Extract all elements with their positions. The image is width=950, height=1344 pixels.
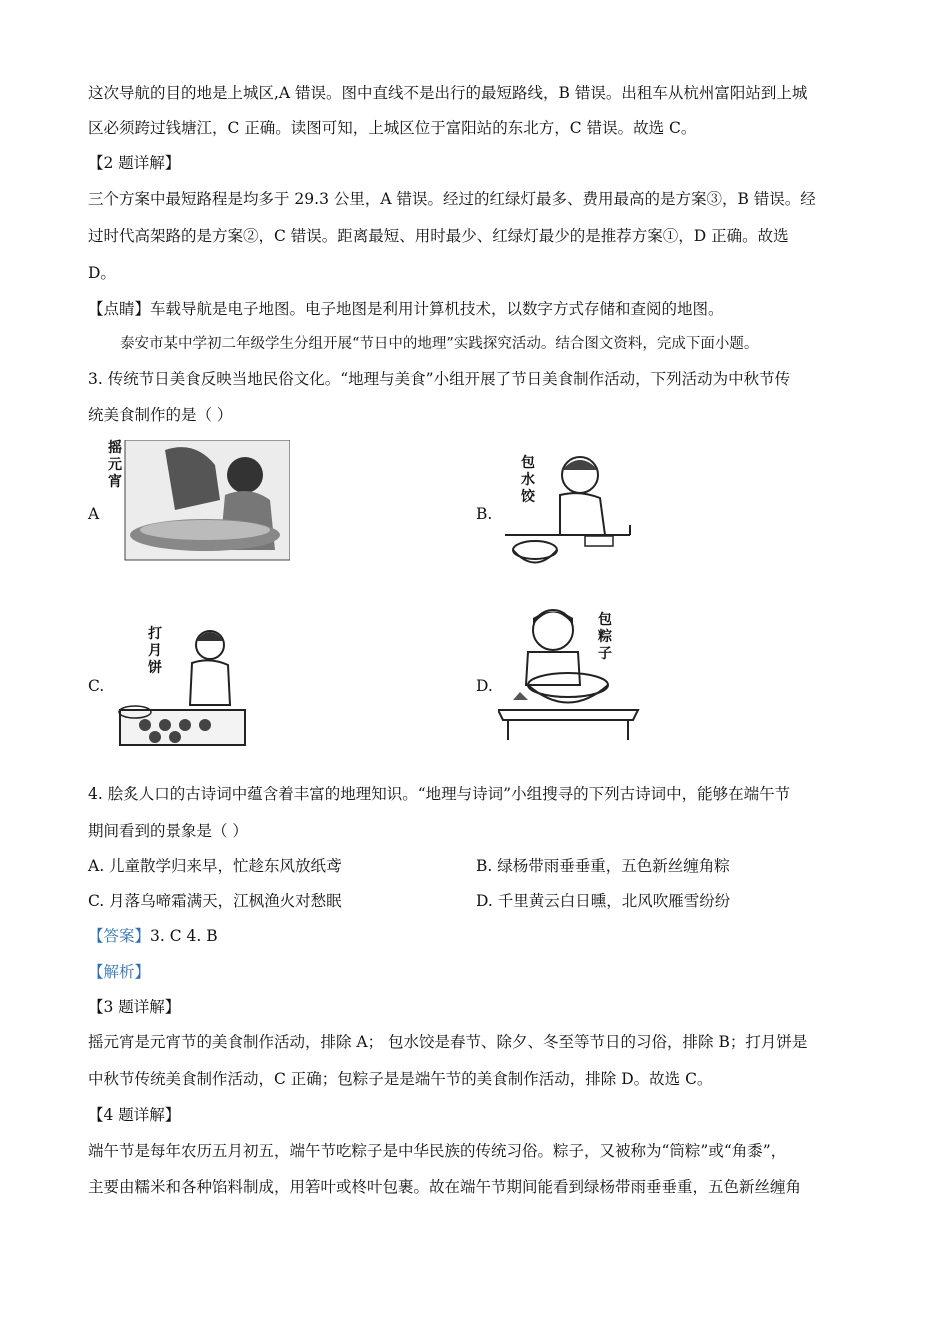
- answer-text: 3. C 4. B: [150, 927, 218, 945]
- q4-option-d: D. 千里黄云白日曛，北风吹雁雪纷纷: [476, 892, 731, 910]
- text-line-1: 这次导航的目的地是上城区,A 错误。图中直线不是出行的最短路线，B 错误。出租车从杭州富阳站到上城: [88, 84, 808, 102]
- option-d-image-label: 包粽子: [598, 612, 612, 662]
- text-line-19: 端午节是每年农历五月初五，端午节吃粽子是中华民族的传统习俗。粽子，又被称为“筒粽”或“角黍”，: [88, 1142, 787, 1160]
- question-3-line-1: 3. 传统节日美食反映当地民俗文化。“地理与美食”小组开展了节日美食制作活动，下列活动为中秋节传: [88, 370, 791, 388]
- intro-line: 泰安市某中学初二年级学生分组开展“节日中的地理”实践探究活动。结合图文资料，完成下面小题。: [120, 336, 759, 352]
- option-b-label: B.: [476, 505, 493, 523]
- option-c-image-label: 打月饼: [148, 626, 162, 676]
- text-line-16: 摇元宵是元宵节的美食制作活动，排除 A； 包水饺是春节、除夕、冬至等节日的习俗，排除 B；打月饼是: [88, 1033, 808, 1051]
- question-3-line-2: 统美食制作的是（ ）: [88, 406, 233, 424]
- text-line-4: 三个方案中最短路程是均多于 29.3 公里，A 错误。经过的红绿灯最多、费用最高的是方案③，B 错误。经: [88, 190, 816, 208]
- question-4-line-1: 4. 脍炙人口的古诗词中蕴含着丰富的地理知识。“地理与诗词”小组搜寻的下列古诗词中，能够在端午节: [88, 785, 791, 803]
- text-line-6: D。: [88, 264, 116, 282]
- option-a-label: A: [88, 505, 100, 523]
- text-line-5: 过时代高架路的是方案②，C 错误。距离最短、用时最少、红绿灯最少的是推荐方案①，D 正确。故选: [88, 227, 789, 245]
- option-c-label: C.: [88, 677, 105, 695]
- text-line-20: 主要由糯米和各种馅料制成，用箬叶或柊叶包裹。故在端午节期间能看到绿杨带雨垂垂重，五色新丝缠角: [88, 1178, 802, 1196]
- text-line-2: 区必须跨过钱塘江，C 正确。读图可知，上城区位于富阳站的东北方，C 错误。故选 C。: [88, 119, 697, 137]
- q2-detail-heading: 【2 题详解】: [88, 154, 181, 172]
- option-a-image-label: 摇元宵: [108, 440, 122, 490]
- option-b-image-label: 包水饺: [521, 455, 535, 505]
- q4-option-a: A. 儿童散学归来早，忙趁东风放纸鸢: [88, 857, 342, 875]
- text-line-17: 中秋节传统美食制作活动，C 正确；包粽子是是端午节的美食制作活动，排除 D。故选 C。: [88, 1070, 713, 1088]
- option-c-image: [110, 615, 250, 755]
- q4-detail-heading: 【4 题详解】: [88, 1106, 181, 1124]
- option-a-image: [105, 440, 290, 565]
- analysis-heading: 【解析】: [88, 963, 151, 981]
- tip-line: 【点睛】车载导航是电子地图。电子地图是利用计算机技术，以数字方式存储和查阅的地图。: [88, 300, 724, 318]
- option-d-image: [498, 600, 643, 755]
- question-4-line-2: 期间看到的景象是（ ）: [88, 822, 248, 840]
- q4-option-c: C. 月落乌啼霜满天，江枫渔火对愁眠: [88, 892, 342, 910]
- q4-option-b: B. 绿杨带雨垂垂重，五色新丝缠角粽: [476, 857, 730, 875]
- option-d-label: D.: [476, 677, 493, 695]
- q3-detail-heading: 【3 题详解】: [88, 998, 181, 1016]
- answer-heading: 【答案】: [88, 927, 151, 945]
- answer-line: [88, 925, 218, 947]
